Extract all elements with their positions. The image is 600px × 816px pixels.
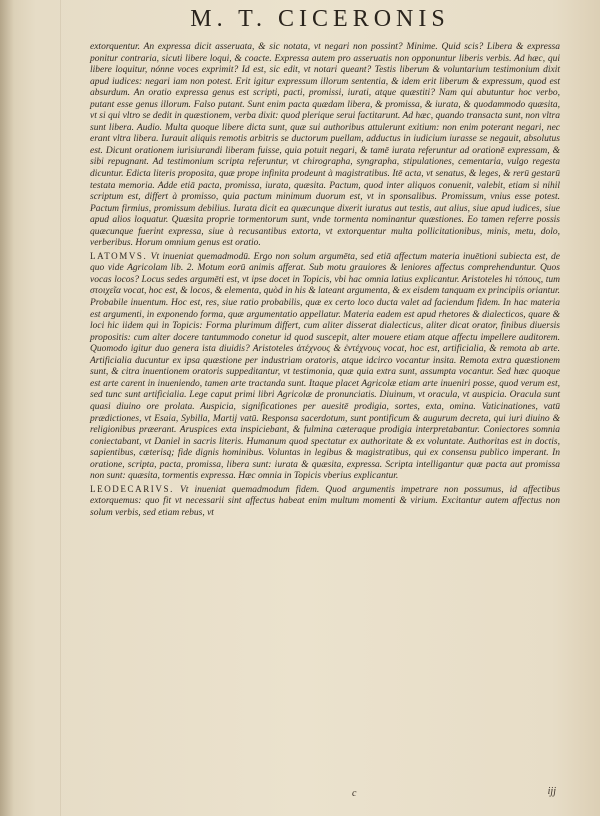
paragraph-2 — [90, 251, 560, 483]
speaker-latomus: LATOMVS. — [90, 250, 148, 261]
gutter-shadow — [0, 0, 14, 816]
fold-line — [60, 0, 61, 816]
paragraph-2-text: Vt inueniat quemadmodū. Ergo non solum argumēta, sed etiā affectum materia inuētioni subiecta est, de quo vide Agricolam lib. 2. Motum eorū animis afferat. Sub motu grauiores & leniores affectus comprehenduntur. Quos vocas locos? Locus sedes argumēti est, vt ipse docet in Topicis, vbi hac omnia latius explicantur. Aristoteles hi τόπους, tum στοιχεῖα vocat, hoc est, & locos, & elementa, quòd in his & lateant argumenta, & ex eisdem tanquam ex principiis oriantur. Probabile inuentum. Hoc est, res, siue ratio probabilis, quæ ex certo loco ducta valet ad faciendum fidem. In hac materia est argumenti, in exponendo forma, quæ argumentatio appellatur. Materia eadem est apud rhetores & dialecticos, quare & loci hic iidem qui in Topicis: Forma plurimum differt, cum aliter disserat dialecticus, aliter dicat orator, finibus diuersis propositis: cum alter docere tantummodo conetur id quod suscepit, alter mouere etiam atque affectu impellere auditorem. Quomodo igitur duo genera ista diuidis? Aristoteles ἀτέχνους & ἐντέχνους vocat, hoc est, artificialia, & remota ab arte. Artificialia ducuntur ex ipsa quæstione per industriam oratoris, atque idcirco vocantur insita. Remota extra quæstionem sunt, & citra inuentionem oratoris suppeditantur, vt testimonia, quæ quia extra sunt, assumpta vocantur. Sed hæc quoque est arte carent in inueniendo, tamen arte tractanda sunt. Itaque placet Agricolæ etiam arte inueniri posse, quod verum est, sed tunc sunt artificialia. Lege caput primi libri Agricolæ de pronunciatis. Diuinum, vt oracula, vt auspicia. Oracula sunt quasi diuino ore prolata. Auspicia, significationes per auesitē prodigia, sortes, exta, omina. Vaticinationes, vatū prædictiones, vt Esaia, Sybilla, Martij vatū. Responsa sacerdotum, sunt pontificum & augurum decreta, qui iuri diuino & religionibus præerant. Aruspices exta inspiciebant, & fulmina cæteraque prodigia interpretabantur. Coniectores somnia coniectabant, vt Daniel in sacris literis. Humanum quod spectatur ex authoritate & ex voluntate. Authoritas est in doctis, sapientibus, cæterisq; fide dignis hominibus. Voluntas in legibus & magistratibus, qui ex consensu publico imperant. In oratione, scripta, pacta, promissa, libera sunt: iurata & quæsita, expressa. Scripta intelligantur quæ pacta aut promissa non sunt: quæsita, tormentis expressa. Hæc omnia in Topicis vberius explicantur. — [90, 251, 561, 482]
catchword: ijj — [547, 786, 556, 797]
commentary-text — [90, 42, 560, 520]
paragraph-3 — [90, 484, 560, 520]
running-head: M. T. CICERONIS — [190, 6, 450, 32]
paragraph-1-text: extorquentur. An expressa dicit asseruata, & sic notata, vt negari non possint? Minime. Quid scis? Libera & expressa ponitur contraria, sicuti libere loqui, & coacte. Expressa autem pro asseruatis non opponuntur liberis verbis. Ad hæc, qui libere loquitur, nónne voces exprimit? Id est, sic edit, vt notari queant? Testis liberum & voluntarium testimonium dixit apud iudices: negari iam non potest. Erit igitur expressum illorum sententia, & idem erit liberum & expressum, quod est absurdum. An oratio expressa genus est scripti, pacti, promissi, iurati, atque quæstiti? Nam qui abutuntur hoc verbo, putant esse genus illorum. Falso putant. Sunt enim pacta quædam libera, & promissa, & iurata, & quodammodo quæsita, vt si qui vltro se dedit in quæstionem, verba dixit: quod plerique serui factitarunt. Ad hæc, quando transacta sunt, non vltra sunt libera. Audio. Multa quoque libere dicta sunt, quæ sui authoribus attulerunt exitium: non enim poterant negari, nec erant vltra libera. Iurauit aliquis remotis arbitris se ductorum puellam, adductus in iudicium iurasse se negauit, absolutus est. Dicunt orationem iurisiurandi liberam fuisse, quia potuit negari, & tamē iurata referuntur ad orationē expressam, & sibi repugnant. Ad testimonium scripta referuntur, vt chirographa, syngrapha, stipulationes, cementaria, vulgo regesta dicuntur. Edicta literis proposita, quæ prope infinita prodeunt à magistratibus. Itē acta, vt senatus, & leges, & rerū gestarū testata memoria. Adde etiā pacta, promissa, iurata, quæsita. Pactum, quod inter aliquos conuenit, valebit, etiam si nihil scriptum est, differt à promisso, quia pactum minimum duorum est, vt in sponsalibus. Promissum, vnius esse potest. Pactum firmius, promissum debilius. Iurata dicit ea quæcunque dixerit iuratus aut testis, aut alius, siue apud iudices, siue apud alios loquatur. Quæsita proprie tormentorum sunt, vnde tormenta nominantur quæstiones. Eo tamen referre possis quæcunque fuerint expressa, siue à recusantibus extorta, vt extorquentur multa pollicitationibus, minis, metu, dolo, verberibus. Horum omnium genus est oratio. — [90, 42, 560, 249]
paragraph-3-text: Vt inueniat quemadmodum fidem. Quod argumentis impetrare non possumus, id affectibus extorquemus: quo fit vt necessarii sint affectus habeat enim multum momenti & virium. Excitantur autem affectus non solum verbis, sed etiam rebus, vt — [90, 484, 561, 518]
paragraph-1 — [90, 42, 560, 250]
signature-mark: c — [352, 788, 357, 799]
speaker-leodecarius: LEODECARIVS. — [90, 483, 174, 494]
